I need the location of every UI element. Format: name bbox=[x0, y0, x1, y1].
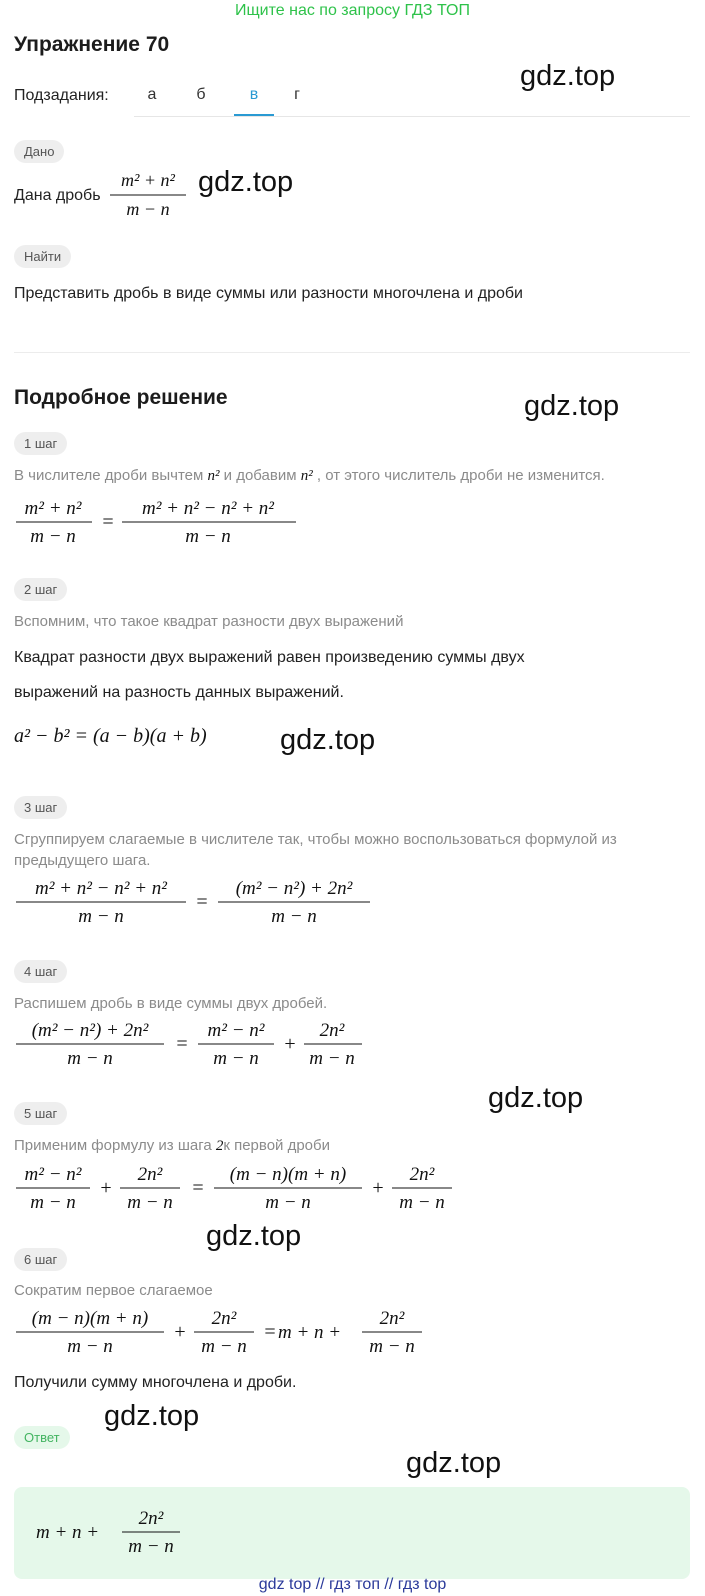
tab-a[interactable]: а bbox=[147, 86, 157, 103]
watermark: gdz.top bbox=[488, 1082, 584, 1114]
svg-text:+: + bbox=[284, 1033, 296, 1055]
solution-title: Подробное решение bbox=[14, 386, 228, 409]
svg-text:m − n: m − n bbox=[30, 526, 76, 547]
step-5-chip: 5 шаг bbox=[14, 1102, 67, 1125]
step-5-formula bbox=[14, 1160, 464, 1218]
svg-text:(m − n)(m + n): (m − n)(m + n) bbox=[229, 1164, 347, 1185]
svg-text:=: = bbox=[102, 511, 114, 533]
svg-text:2n²: 2n² bbox=[211, 1308, 237, 1329]
tabs-divider bbox=[134, 116, 690, 117]
svg-text:m − n: m − n bbox=[399, 1192, 445, 1213]
answer-chip: Ответ bbox=[14, 1426, 70, 1449]
svg-text:m − n: m − n bbox=[265, 1192, 311, 1213]
svg-text:=: = bbox=[196, 891, 208, 913]
svg-text:m − n: m − n bbox=[213, 1048, 259, 1069]
step-3-text-1: Сгруппируем слагаемые в числителе так, чтобы можно воспользоваться формулой из bbox=[14, 831, 617, 848]
section-divider bbox=[14, 352, 690, 353]
svg-text:m − n: m − n bbox=[67, 1048, 113, 1069]
step-1-formula bbox=[14, 494, 304, 550]
svg-text:=: = bbox=[192, 1177, 204, 1199]
svg-text:m − n: m − n bbox=[30, 1192, 76, 1213]
given-chip: Дано bbox=[14, 140, 64, 163]
watermark: gdz.top bbox=[524, 390, 620, 422]
page-title: Упражнение 70 bbox=[14, 33, 170, 56]
svg-text:m − n: m − n bbox=[271, 906, 317, 927]
step-1-text-b: и добавим bbox=[223, 467, 297, 484]
svg-text:m² + n²: m² + n² bbox=[24, 498, 82, 519]
svg-text:m + n +: m + n + bbox=[278, 1322, 342, 1343]
svg-text:m − n: m − n bbox=[185, 526, 231, 547]
svg-text:m − n: m − n bbox=[127, 1192, 173, 1213]
step-1-chip: 1 шаг bbox=[14, 432, 67, 455]
watermark: gdz.top bbox=[280, 724, 376, 756]
svg-text:2n²: 2n² bbox=[138, 1508, 164, 1529]
watermark: gdz.top bbox=[406, 1447, 502, 1479]
svg-text:(m² − n²) + 2n²: (m² − n²) + 2n² bbox=[31, 1020, 149, 1041]
watermark: gdz.top bbox=[198, 166, 294, 198]
svg-text:m − n: m − n bbox=[128, 1536, 174, 1557]
step-5-text-b: к первой дроби bbox=[223, 1137, 330, 1154]
step-2-rule-line-2: выражений на разность данных выражений. bbox=[14, 684, 344, 701]
svg-text:2n²: 2n² bbox=[379, 1308, 405, 1329]
svg-text:(m − n)(m + n): (m − n)(m + n) bbox=[31, 1308, 149, 1329]
svg-text:+: + bbox=[372, 1177, 384, 1199]
step-1-text-c: , от этого числитель дроби не изменится. bbox=[316, 467, 605, 484]
step-6-conclusion: Получили сумму многочлена и дроби. bbox=[14, 1374, 297, 1391]
svg-text:m² − n²: m² − n² bbox=[207, 1020, 265, 1041]
step-6-chip: 6 шаг bbox=[14, 1248, 67, 1271]
step-6-formula bbox=[14, 1304, 434, 1362]
step-2-formula: a² − b² = (a − b)(a + b) bbox=[14, 725, 207, 747]
step-1-var: n² bbox=[207, 468, 220, 484]
step-4-text: Распишем дробь в виде суммы двух дробей. bbox=[14, 995, 328, 1012]
fraction-denominator: m − n bbox=[126, 199, 170, 219]
subtasks-label: Подзадания: bbox=[14, 87, 109, 104]
svg-text:2n²: 2n² bbox=[319, 1020, 345, 1041]
step-5-var: 2 bbox=[215, 1138, 224, 1154]
given-text: Дана дробь bbox=[14, 187, 101, 204]
svg-text:m − n: m − n bbox=[309, 1048, 355, 1069]
fraction-numerator: m² + n² bbox=[121, 170, 175, 190]
step-3-chip: 3 шаг bbox=[14, 796, 67, 819]
step-1-text-a: В числителе дроби вычтем bbox=[14, 467, 204, 484]
svg-text:(m² − n²) + 2n²: (m² − n²) + 2n² bbox=[235, 878, 353, 899]
svg-text:m − n: m − n bbox=[369, 1336, 415, 1357]
active-tab-indicator bbox=[234, 114, 274, 116]
step-4-chip: 4 шаг bbox=[14, 960, 67, 983]
svg-text:m − n: m − n bbox=[67, 1336, 113, 1357]
svg-text:=: = bbox=[176, 1033, 188, 1055]
step-2-chip: 2 шаг bbox=[14, 578, 67, 601]
step-3-text-2: предыдущего шага. bbox=[14, 852, 151, 869]
find-chip: Найти bbox=[14, 245, 71, 268]
step-4-formula bbox=[14, 1016, 374, 1074]
watermark: gdz.top bbox=[104, 1400, 200, 1432]
svg-text:+: + bbox=[174, 1321, 186, 1343]
tab-g[interactable]: г bbox=[294, 86, 300, 103]
step-2-rule-line-1: Квадрат разности двух выражений равен произведению суммы двух bbox=[14, 649, 525, 666]
step-5-text-a: Применим формулу из шага bbox=[14, 1137, 212, 1154]
svg-text:m − n: m − n bbox=[78, 906, 124, 927]
svg-text:m − n: m − n bbox=[201, 1336, 247, 1357]
step-2-text: Вспомним, что такое квадрат разности двух выражений bbox=[14, 613, 404, 630]
footer-links[interactable]: gdz top // гдз топ // гдз top bbox=[258, 1576, 447, 1593]
svg-text:2n²: 2n² bbox=[409, 1164, 435, 1185]
answer-formula bbox=[36, 1504, 196, 1562]
step-1-text bbox=[14, 467, 605, 485]
svg-text:+: + bbox=[100, 1177, 112, 1199]
tab-b[interactable]: б bbox=[196, 86, 206, 103]
tab-v[interactable]: в bbox=[249, 86, 259, 103]
svg-text:m + n +: m + n + bbox=[36, 1522, 100, 1543]
svg-text:m² + n² − n² + n²: m² + n² − n² + n² bbox=[35, 878, 167, 899]
svg-text:m² − n²: m² − n² bbox=[24, 1164, 82, 1185]
svg-text:2n²: 2n² bbox=[137, 1164, 163, 1185]
find-text: Представить дробь в виде суммы или разности многочлена и дроби bbox=[14, 285, 523, 302]
step-3-formula bbox=[14, 874, 384, 932]
search-banner[interactable]: Ищите нас по запросу ГДЗ ТОП bbox=[235, 2, 470, 19]
step-6-text: Сократим первое слагаемое bbox=[14, 1282, 213, 1299]
watermark: gdz.top bbox=[206, 1220, 302, 1252]
given-fraction bbox=[108, 168, 188, 222]
svg-text:=: = bbox=[264, 1321, 276, 1343]
watermark: gdz.top bbox=[520, 60, 616, 92]
svg-text:m² + n² − n² + n²: m² + n² − n² + n² bbox=[142, 498, 274, 519]
step-5-text bbox=[14, 1137, 330, 1155]
step-1-var2: n² bbox=[300, 468, 313, 484]
